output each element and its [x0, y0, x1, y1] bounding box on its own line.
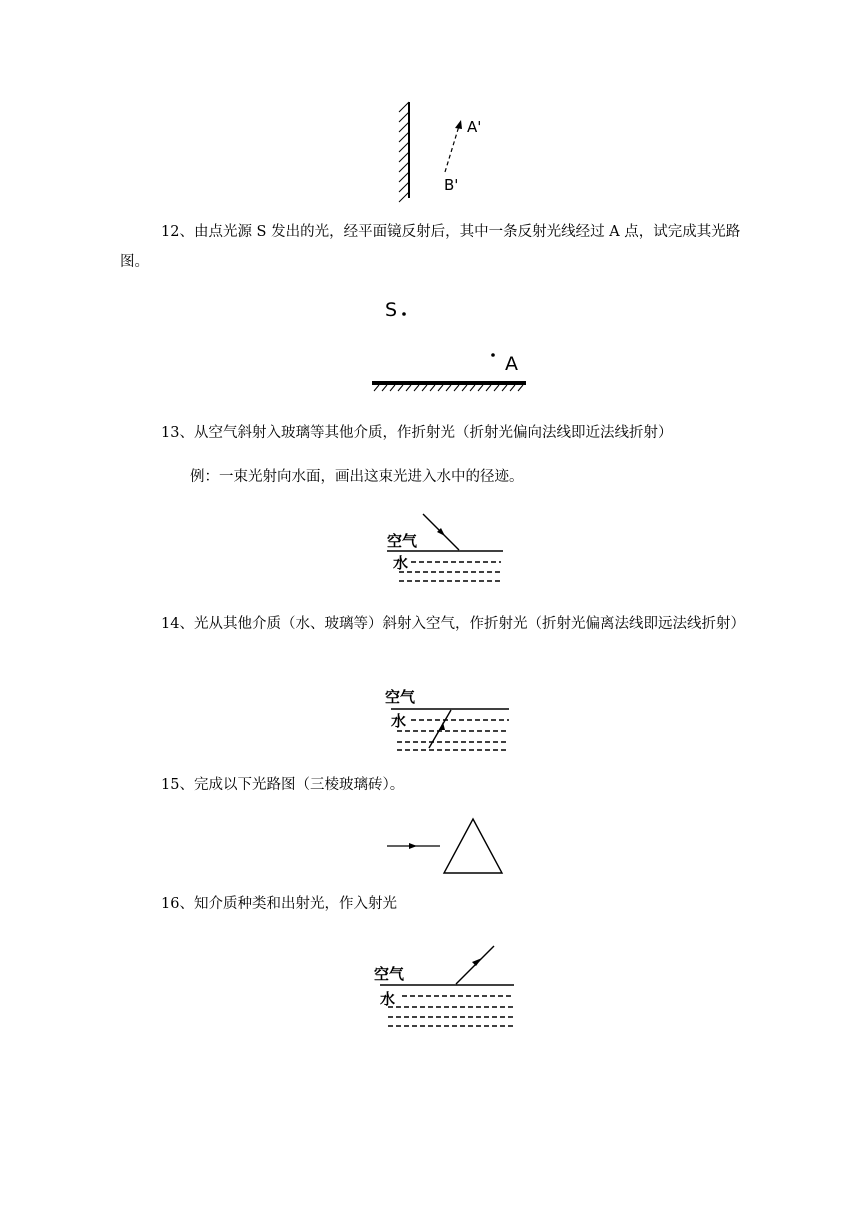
image-arrow-dashed — [445, 126, 459, 172]
water-air-refraction-figure — [383, 684, 513, 754]
arrowhead — [472, 958, 482, 966]
arrowhead — [409, 843, 417, 849]
label-air: 空气 — [385, 688, 416, 706]
point-s — [402, 312, 406, 316]
prism-figure — [383, 815, 508, 880]
triangular-prism — [444, 819, 502, 873]
arrowhead — [455, 120, 462, 129]
point-source-mirror-figure — [368, 292, 533, 397]
label-b-prime: B' — [444, 176, 459, 194]
question-16: 16、知介质种类和出射光，作入射光 — [161, 896, 397, 912]
point-a — [491, 353, 495, 357]
question-13: 13、从空气斜射入玻璃等其他介质，作折射光（折射光偏向法线即近法线折射） — [161, 425, 673, 441]
label-water: 水 — [393, 554, 409, 572]
plane-mirror — [372, 381, 526, 385]
label-a: A — [505, 353, 518, 375]
label-air: 空气 — [374, 965, 405, 983]
example-13: 例：一束光射向水面，画出这束光进入水中的径迹。 — [190, 469, 524, 485]
label-water: 水 — [380, 990, 396, 1008]
label-air: 空气 — [387, 532, 418, 550]
label-a-prime: A' — [467, 118, 482, 136]
question-14: 14、光从其他介质（水、玻璃等）斜射入空气，作折射光（折射光偏离法线即远法线折射） — [161, 616, 745, 632]
mirror-hatching — [374, 385, 523, 391]
water-dashes — [399, 562, 501, 581]
water-dashes — [397, 720, 509, 750]
mirror-hatching — [399, 102, 409, 202]
question-12: 12、由点光源 S 发出的光，经平面镜反射后，其中一条反射光线经过 A 点，试完成其光路图。 — [120, 224, 741, 270]
label-s: S — [385, 299, 398, 321]
emergent-ray-figure — [372, 944, 522, 1029]
mirror-image-figure — [395, 98, 495, 203]
question-15: 15、完成以下光路图（三棱玻璃砖）。 — [161, 777, 405, 793]
water-dashes — [388, 996, 514, 1026]
air-water-incident-figure — [385, 510, 505, 585]
label-water: 水 — [391, 712, 407, 730]
